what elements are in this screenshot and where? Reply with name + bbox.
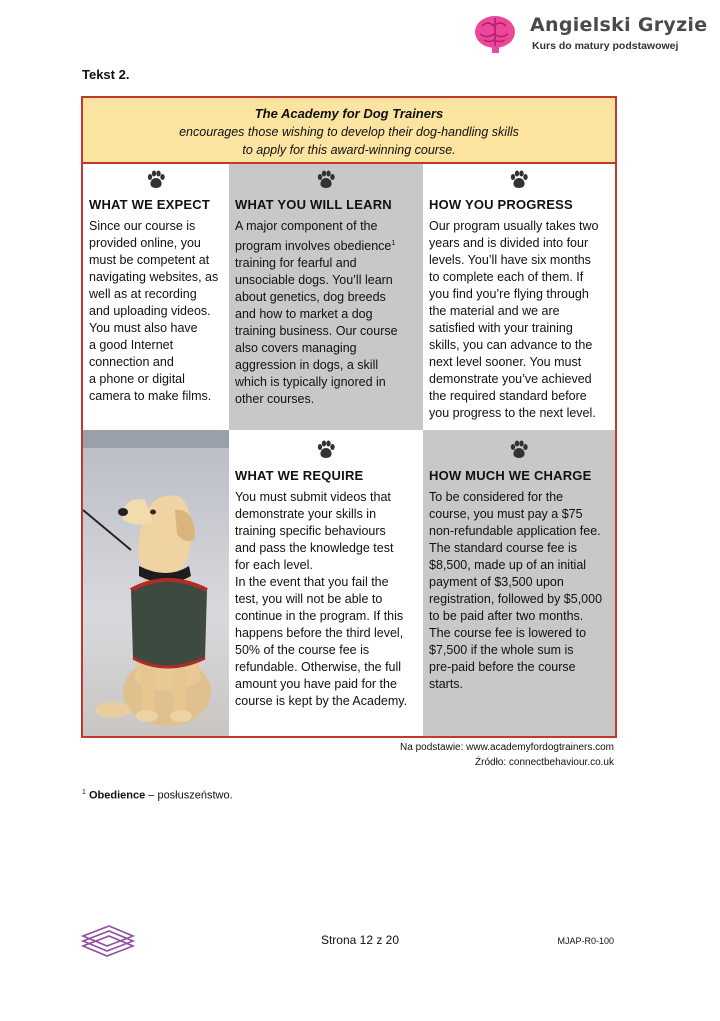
- footnote-marker: 1: [82, 789, 86, 796]
- paw-icon: [509, 440, 529, 460]
- footnote-definition: – posłuszeństwo.: [145, 789, 233, 802]
- dog-image: [83, 430, 229, 736]
- cell-text: A major component of the program involves obedience$^1$ training for fearful and unsociable dogs. You’ll learn about genetics, dog breeds and how to market a dog training business. Our course also covers managing aggression in dogs, a skill which is typically ignored in other courses.: [235, 219, 398, 407]
- cell-what-we-expect: [83, 164, 229, 430]
- paw-icon: [316, 170, 336, 190]
- cell-text: To be considered for the course, you must pay a $75 non-refundable application fee. The standard course fee is $8,500, made up of an initial payment of $3,500 upon registration, followed by $5,000 to be paid after two months. The course fee is lowered to $7,500 if the whole sum is pre-paid before the course starts.: [429, 490, 603, 691]
- banner-line: encourages those wishing to develop their dog-handling skills: [179, 125, 519, 139]
- cell-what-you-will-learn: [229, 164, 423, 430]
- brand-subtitle: Kurs do matury podstawowej: [532, 40, 679, 52]
- cell-heading: WHAT YOU WILL LEARN: [235, 197, 392, 212]
- cell-heading: HOW YOU PROGRESS: [429, 197, 573, 212]
- section-label: Tekst 2.: [82, 67, 130, 82]
- source-line: Źródło: connectbehaviour.co.uk: [475, 757, 614, 768]
- cell-text: You must submit videos that demonstrate your skills in training specific behaviours and pass the knowledge test for each level. In the event that you fail the test, you will not be able to continue in the program. If this happens before the third level, 50% of the course fee is refundable. Otherwise, the full amount you have paid for the course is kept by the Academy.: [235, 490, 408, 708]
- brand-title: Angielski Gryzie: [530, 14, 708, 36]
- paw-icon: [316, 440, 336, 460]
- footnote: [82, 789, 233, 802]
- brain-icon: [472, 12, 518, 54]
- paw-icon: [509, 170, 529, 190]
- banner-line: to apply for this award-winning course.: [242, 143, 456, 157]
- cell-text: Since our course is provided online, you must be competent at navigating websites, as well as at recording and uploading videos. You must also have a good Internet connection and a phone or digital camera to make films.: [89, 219, 219, 403]
- exam-code: MJAP-R0-100: [557, 936, 614, 946]
- cell-how-much-we-charge: [423, 430, 615, 736]
- source-line: Na podstawie: www.academyfordogtrainers.com: [400, 742, 614, 753]
- banner-title: The Academy for Dog Trainers: [254, 106, 444, 121]
- advert-banner: [83, 98, 615, 164]
- paw-icon: [146, 170, 166, 190]
- footnote-marker: 1: [391, 240, 396, 247]
- cell-text: Our program usually takes two years and is divided into four levels. You’ll have six months to complete each of them. If you find you’re flying through the material and we are satisfied with your training skills, you can advance to the next level sooner. You must demonstrate you’ve achieved the required standard before you progress to the next level.: [429, 219, 599, 420]
- dog-photo: [83, 430, 229, 736]
- advert-box: [81, 96, 617, 738]
- cell-heading: WHAT WE EXPECT: [89, 197, 210, 212]
- cell-heading: WHAT WE REQUIRE: [235, 468, 364, 483]
- cell-heading: HOW MUCH WE CHARGE: [429, 468, 592, 483]
- footnote-term: Obedience: [88, 789, 146, 802]
- page-number: Strona 12 z 20: [320, 933, 400, 947]
- brand-logo: [472, 12, 708, 58]
- cell-how-you-progress: [423, 164, 615, 430]
- cell-what-we-require: [229, 430, 423, 736]
